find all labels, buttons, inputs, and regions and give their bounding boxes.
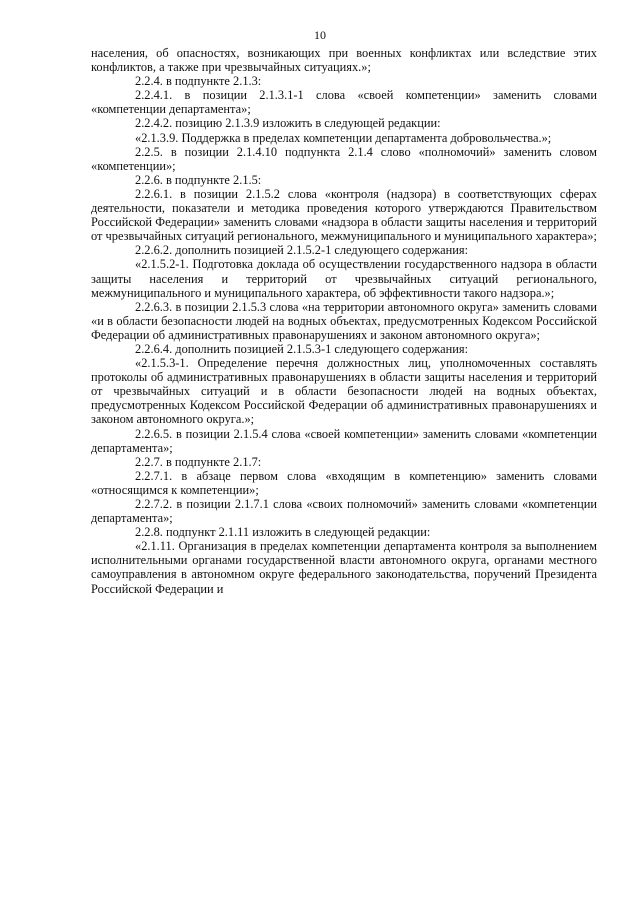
- paragraph: «2.1.11. Организация в пределах компетенции департамента контроля за выполнением исполнительными органами государственной власти автономного округа, органами местного самоуправления в автономном округе федерального законодательства, поручений Президента Российской Федерации и: [91, 539, 597, 596]
- paragraph: 2.2.7.2. в позиции 2.1.7.1 слова «своих полномочий» заменить словами «компетенции департамента»;: [91, 497, 597, 526]
- paragraph: 2.2.7.1. в абзаце первом слова «входящим в компетенцию» заменить словами «относящимся к компетенции»;: [91, 468, 597, 497]
- paragraph: 2.2.6.2. дополнить позицией 2.1.5.2-1 следующего содержания:: [135, 243, 469, 258]
- paragraph: 2.2.4. в подпункте 2.1.3:: [135, 74, 262, 89]
- paragraph: 2.2.6.4. дополнить позицией 2.1.5.3-1 следующего содержания:: [135, 341, 469, 356]
- paragraph: 2.2.6. в подпункте 2.1.5:: [135, 172, 262, 187]
- page-number: 10: [314, 28, 326, 42]
- paragraph: 2.2.5. в позиции 2.1.4.10 подпункта 2.1.4 слово «полномочий» заменить словом «компетенции»;: [91, 144, 597, 173]
- paragraph: «2.1.5.3-1. Определение перечня должностных лиц, уполномоченных составлять протоколы об административных правонарушениях в области защиты населения и территорий от чрезвычайных ситуаций и в области безопасности людей на водных объектах, предусмотренных Кодексом Российской Федерации об административных правонарушениях и законом автономного округа.»;: [91, 356, 597, 427]
- paragraph: 2.2.4.2. позицию 2.1.3.9 изложить в следующей редакции:: [135, 116, 441, 131]
- paragraph: 2.2.7. в подпункте 2.1.7:: [135, 454, 262, 469]
- document-body: [91, 46, 597, 596]
- paragraph: населения, об опасностях, возникающих при военных конфликтах или вследствие этих конфликтов, а также при чрезвычайных ситуациях.»;: [91, 46, 597, 75]
- paragraph: 2.2.4.1. в позиции 2.1.3.1-1 слова «своей компетенции» заменить словами «компетенции департамента»;: [91, 88, 597, 117]
- paragraph: «2.1.5.2-1. Подготовка доклада об осуществлении государственного надзора в области защиты населения и территорий от чрезвычайных ситуаций регионального, межмуниципального и муниципального характера, об эффективности такого надзора.»;: [91, 257, 597, 300]
- paragraph: 2.2.8. подпункт 2.1.11 изложить в следующей редакции:: [135, 525, 431, 540]
- paragraph: 2.2.6.5. в позиции 2.1.5.4 слова «своей компетенции» заменить словами «компетенции департамента»;: [91, 426, 597, 455]
- paragraph: 2.2.6.1. в позиции 2.1.5.2 слова «контроля (надзора) в соответствующих сферах деятельности, показатели и методика проведения которого утверждаются Правительством Российской Федерации» заменить словами «надзора в области защиты населения и территорий от чрезвычайных ситуаций регионального, межмуниципального и муниципального характера»;: [91, 186, 597, 244]
- paragraph: 2.2.6.3. в позиции 2.1.5.3 слова «на территории автономного округа» заменить словами «и в области безопасности людей на водных объектах, предусмотренных Кодексом Российской Федерации об административных правонарушениях и законом автономного округа»;: [91, 299, 597, 342]
- paragraph: «2.1.3.9. Поддержка в пределах компетенции департамента добровольчества.»;: [135, 130, 552, 145]
